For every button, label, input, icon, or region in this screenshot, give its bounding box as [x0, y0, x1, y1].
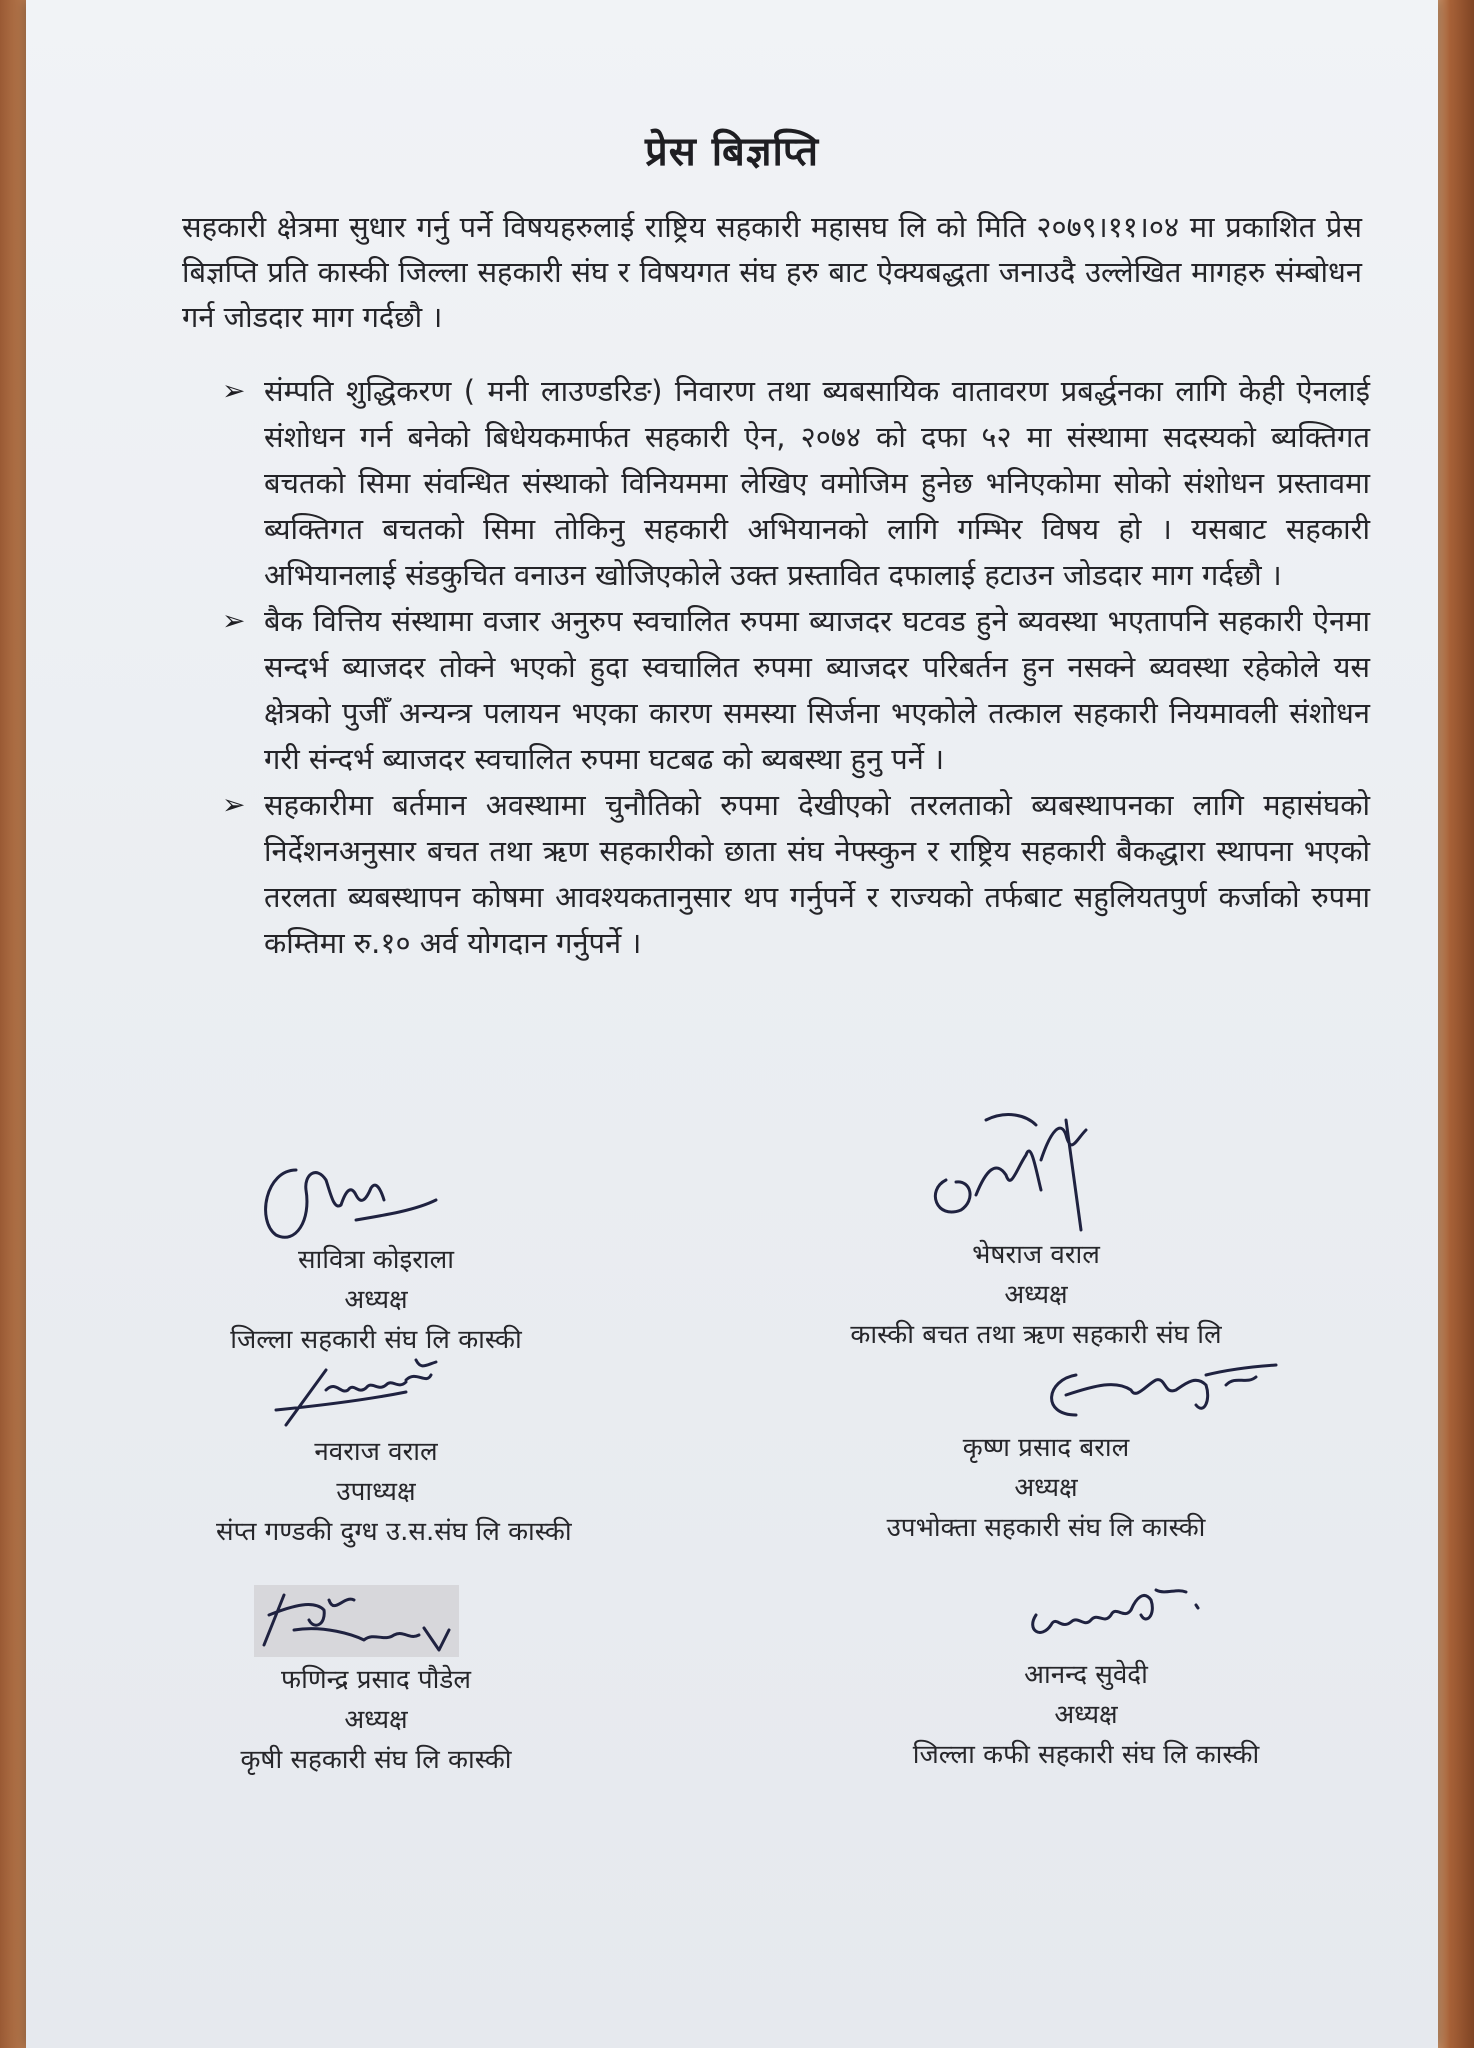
- signatory-block: [216, 1432, 572, 1552]
- signature-graphic: [256, 1150, 456, 1250]
- signatory-name: सावित्रा कोइराला: [297, 1245, 455, 1275]
- signatory-org: कास्की बचत तथा ऋण सहकारी संघ लि: [850, 1320, 1222, 1350]
- signatory-block: [886, 1655, 1286, 1775]
- signatory-block: [856, 1428, 1236, 1548]
- list-item: [222, 782, 1370, 966]
- signatory-name: कृष्ण प्रसाद बराल: [962, 1433, 1130, 1463]
- signatory-name: आनन्द सुवेदी: [1024, 1660, 1148, 1690]
- list-item: [222, 598, 1370, 782]
- point-text: बैक वित्तिय संस्थामा वजार अनुरुप स्वचालित रुपमा ब्याजदर घटवड हुने ब्यवस्था भएतापनि सहकारी ऐनमा सन्दर्भ ब्याजदर तोक्ने भएको हुदा स्वचालित रुपमा ब्याजदर परिबर्तन हुन नसक्ने ब्यवस्था रहेकोले यस क्षेत्रको पुजीँ अन्यन्त्र पलायन भएका कारण समस्या सिर्जना भएकोले तत्काल सहकारी नियमावली संशोधन गरी संन्दर्भ ब्याजदर स्वचालित रुपमा घटबढ को ब्यबस्था हुनु पर्ने ।: [264, 604, 1370, 776]
- signatory-role: उपाध्यक्ष: [336, 1477, 416, 1507]
- arrow-bullet-icon: ➢: [222, 374, 246, 407]
- signatory-block: [216, 1240, 536, 1360]
- signatory-name: भेषराज वराल: [972, 1240, 1100, 1270]
- signatory-org: जिल्ला सहकारी संघ लि कास्की: [230, 1325, 522, 1355]
- list-item: [222, 368, 1370, 598]
- intro-paragraph: सहकारी क्षेत्रमा सुधार गर्नु पर्ने विषयहरुलाई राष्ट्रिय सहकारी महासघ लि को मिति २०७९।११।०४ मा प्रकाशित प्रेस बिज्ञप्ति प्रति कास्की जिल्ला सहकारी संघ र विषयगत संघ हरु बाट ऐक्यबद्धता जनाउदै उल्लेखित मागहरु संम्बोधन गर्न जोडदार माग गर्दछौ ।: [182, 210, 1362, 334]
- arrow-bullet-icon: ➢: [222, 604, 246, 637]
- press-release-sheet: [26, 0, 1438, 2048]
- demands-list: [222, 368, 1370, 966]
- signatory-org: कृषी सहकारी संघ लि कास्की: [240, 1745, 512, 1775]
- signature-graphic: [254, 1580, 464, 1660]
- signatory-org: संप्त गण्डकी दुग्ध उ.स.संघ लि कास्की: [216, 1517, 572, 1547]
- signatory-role: अध्यक्ष: [344, 1705, 408, 1735]
- signatory-role: अध्यक्ष: [1014, 1473, 1078, 1503]
- document-title: प्रेस बिज्ञप्ति: [644, 129, 820, 175]
- point-text: सहकारीमा बर्तमान अवस्थामा चुनौतिको रुपमा देखीएको तरलताको ब्यबस्थापनका लागि महासंघको निर्देशनअनुसार बचत तथा ऋण सहकारीको छाता संघ नेफ्स्कुन र राष्ट्रिय सहकारी बैकद्धारा स्थापना भएको तरलता ब्यबस्थापन कोषमा आवश्यकतानुसार थप गर्नुपर्ने र राज्यको तर्फबाट सहुलियतपुर्ण कर्जाको रुपमा कम्तिमा रु.१० अर्व योगदान गर्नुपर्ने ।: [264, 788, 1370, 960]
- signatory-org: जिल्ला कफी सहकारी संघ लि कास्की: [912, 1740, 1260, 1770]
- signature-graphic: [916, 1100, 1116, 1240]
- signatory-block: [846, 1235, 1226, 1355]
- signatory-block: [186, 1660, 566, 1780]
- signatory-org: उपभोक्ता सहकारी संघ लि कास्की: [886, 1513, 1206, 1543]
- desk-surface-right: [1434, 0, 1474, 2048]
- signature-graphic: [1016, 1570, 1226, 1650]
- point-text: संम्पति शुद्धिकरण ( मनी लाउण्डरिङ) निवारण तथा ब्यबसायिक वातावरण प्रबर्द्धनका लागि केही ऐनलाई संशोधन गर्न बनेको बिधेयकमार्फत सहकारी ऐन, २०७४ को दफा ५२ मा संस्थामा सदस्यको ब्यक्तिगत बचतको सिमा संवन्धित संस्थाको विनियममा लेखिए वमोजिम हुनेछ भनिएकोमा सोको संशोधन प्रस्तावमा ब्यक्तिगत बचतको सिमा तोकिनु सहकारी अभियानको लागि गम्भिर विषय हो । यसबाट सहकारी अभियानलाई संडकुचित वनाउन खोजिएकोले उक्त प्रस्तावित दफालाई हटाउन जोडदार माग गर्दछौ ।: [264, 374, 1370, 592]
- signatory-role: अध्यक्ष: [1054, 1700, 1118, 1730]
- arrow-bullet-icon: ➢: [222, 788, 246, 821]
- signatory-role: अध्यक्ष: [344, 1285, 408, 1315]
- signature-graphic: [266, 1350, 486, 1440]
- signatory-role: अध्यक्ष: [1004, 1280, 1068, 1310]
- signatory-name: नवराज वराल: [314, 1437, 438, 1467]
- signature-graphic: [1036, 1345, 1296, 1435]
- signatory-name: फणिन्द्र प्रसाद पौडेल: [281, 1665, 471, 1695]
